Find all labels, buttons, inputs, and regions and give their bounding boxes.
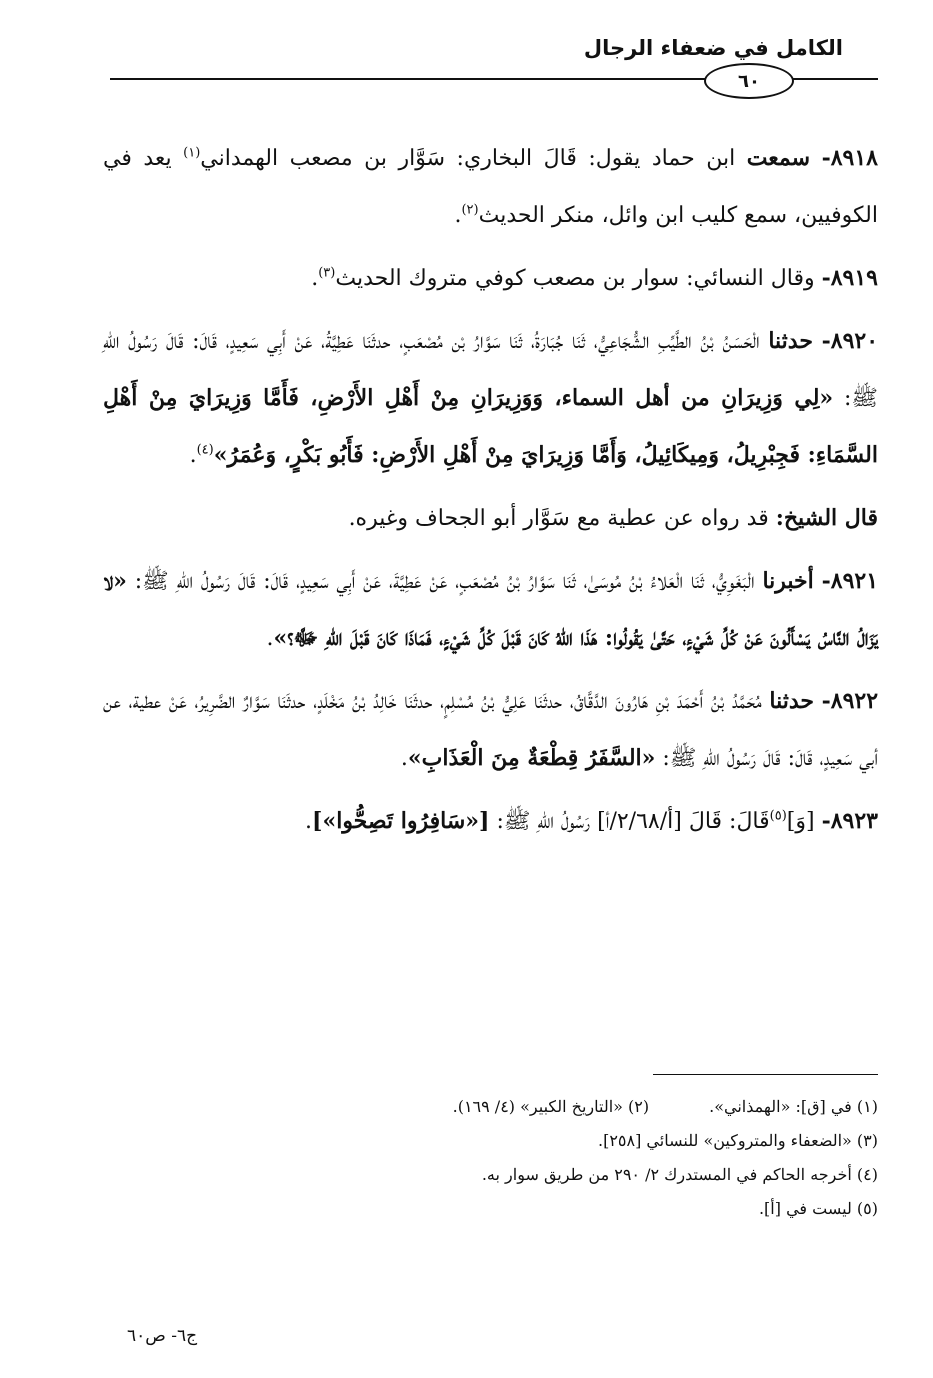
- entry-tail: .: [311, 266, 319, 291]
- entry-text: الْحَسَنُ بْنُ الطَّيِّبِ الشُّجَاعِيُّ، ثَنَا جُبَارَةُ، ثَنَا سَوَّارُ بْن مُصْعَبٍ، حدثَنَا عَطِيَّةُ، عَنْ أَبِي سَعِيدٍ، قَالَ: قَالَ رَسُولُ اللهِ ﷺ:: [103, 329, 878, 411]
- entry-number: ٨٩٢٠-: [821, 328, 879, 354]
- running-title: الكامل في ضعفاء الرجال: [583, 36, 843, 60]
- entry-number: ٨٩١٨-: [821, 145, 878, 171]
- footnote-ref: (١): [183, 145, 201, 161]
- hadith-text: «السَّفَرُ قِطْعَةٌ مِنَ الْعَذَابِ»: [407, 745, 656, 771]
- page-number: ٦٠: [738, 70, 760, 92]
- footnote-1: (١) في [ق]: «الهمذاني».: [709, 1097, 878, 1116]
- entry-tail: .: [189, 443, 197, 468]
- entry-text-cont: يعد في الكوفيين، سمع كليب ابن وائل، منكر الحديث: [103, 146, 878, 228]
- footnote-ref: (٤): [196, 442, 214, 458]
- main-text: [103, 130, 878, 856]
- hadith-text: «لا يَزَالُ النَّاسُ يَسْأَلُونَ عَنْ كُلِّ شَيْءٍ، حَتَّىٰ يَقُولُوا: هَذَا اللهُ كَانَ قَبْلَ كُلِّ شَيْءٍ، فَمَاذَا كَانَ قَبْلَ اللهِ ﷻ؟»: [103, 568, 878, 651]
- entry-text: وقال النسائي: سوار بن مصعب كوفي متروك الحديث: [335, 266, 815, 291]
- entry-8918: [103, 130, 878, 244]
- entry-keyword: حدثنا: [768, 328, 813, 354]
- shaykh-text: قد رواه عن عطية مع سَوَّار أبو الجحاف وغيره.: [348, 506, 769, 531]
- footnote-rule: [653, 1074, 878, 1075]
- entry-number: ٨٩٢٢-: [821, 688, 879, 714]
- entry-text: [وَ]: [786, 809, 815, 834]
- hadith-text: [«سَافِرُوا تَصِحُّوا»]: [312, 808, 490, 834]
- entry-text: الْبَغَوِيُّ، ثَنَا الْعَلاءُ بْنُ مُوسَىٰ، ثَنَا سَوَّارُ بْنُ مُصْعَبٍ، عَنْ عَطِيَّةَ، عَنْ أَبِي سَعِيدٍ، قَالَ: قَالَ رَسُولُ اللهِ ﷺ:: [134, 569, 755, 594]
- entry-text: مُحَمَّدُ بْنُ أَحْمَدَ بْنِ هَارُونَ الدَّقَّاقُ، حدثَنَا عَلِيُّ بْنُ مُسْلِمٍ، حدثَنَا خَالِدُ بْنُ مَخْلَدٍ، حدثَنَا سَوَّارٌ الضَّرِيرُ، عَنْ عطية، عن أبي سَعِيدٍ، قَالَ: قَالَ رَسُولُ اللهِ ﷺ:: [103, 689, 878, 771]
- page-number-oval: [704, 63, 794, 99]
- footnotes: [103, 1090, 878, 1226]
- page-reference: ج٦- ص٦٠: [127, 1326, 198, 1346]
- entry-tail: .: [266, 626, 274, 651]
- entry-tail: .: [400, 746, 408, 771]
- entry-keyword: أخبرنا: [762, 568, 814, 594]
- entry-keyword: حدثنا: [769, 688, 814, 714]
- entry-number: ٨٩٢٣-: [821, 808, 878, 834]
- hadith-text: «لِي وَزِيرَانِ من أهل السماء، وَوَزِيرَانِ مِنْ أَهْلِ الأَرْضِ، فَأَمَّا وَزِيرَايَ مِنْ أَهْلِ السَّمَاءِ: فَجِبْرِيلُ، وَمِيكَائِيلُ، وَأَمَّا وَزِيرَايَ مِنْ أَهْلِ الأَرْضِ: فَأَبُو بَكْرٍ، وَعُمَرُ»: [103, 385, 878, 468]
- footnote-row: [103, 1090, 878, 1124]
- entry-8923: [103, 793, 878, 850]
- footnote-ref: (٢): [461, 202, 479, 218]
- entry-text: ابن حماد يقول: قَالَ البخاري: سَوَّار بن مصعب الهمداني: [200, 146, 736, 171]
- entry-8920: [103, 313, 878, 484]
- entry-number: ٨٩٢١-: [821, 568, 879, 594]
- footnote-5: (٥) ليست في [أ].: [758, 1199, 878, 1218]
- entry-keyword: سمعت: [746, 145, 811, 171]
- footnote-ref: (٣): [318, 265, 336, 281]
- footnote-2: (٢) «التاريخ الكبير» (٤/ ١٦٩).: [452, 1097, 650, 1116]
- entry-tail: .: [305, 809, 313, 834]
- entry-8919: [103, 250, 878, 307]
- footnote-ref: (٥): [769, 808, 787, 824]
- footnote-3: (٣) «الضعفاء والمتروكين» للنسائي [٢٥٨].: [597, 1131, 878, 1150]
- entry-tail: .: [454, 203, 462, 228]
- shaykh-label: قال الشيخ:: [775, 505, 878, 531]
- footnote-4: (٤) أخرجه الحاكم في المستدرك ٢/ ٢٩٠ من طريق سوار به.: [481, 1165, 878, 1184]
- entry-8921: [103, 553, 878, 667]
- entry-8922: [103, 673, 878, 787]
- shaykh-note: [103, 490, 878, 547]
- entry-text-cont: قَالَ: قَالَ [أ/٢/٦٨/أ] رَسُولُ اللهِ ﷺ:: [496, 809, 770, 834]
- entry-number: ٨٩١٩-: [821, 265, 878, 291]
